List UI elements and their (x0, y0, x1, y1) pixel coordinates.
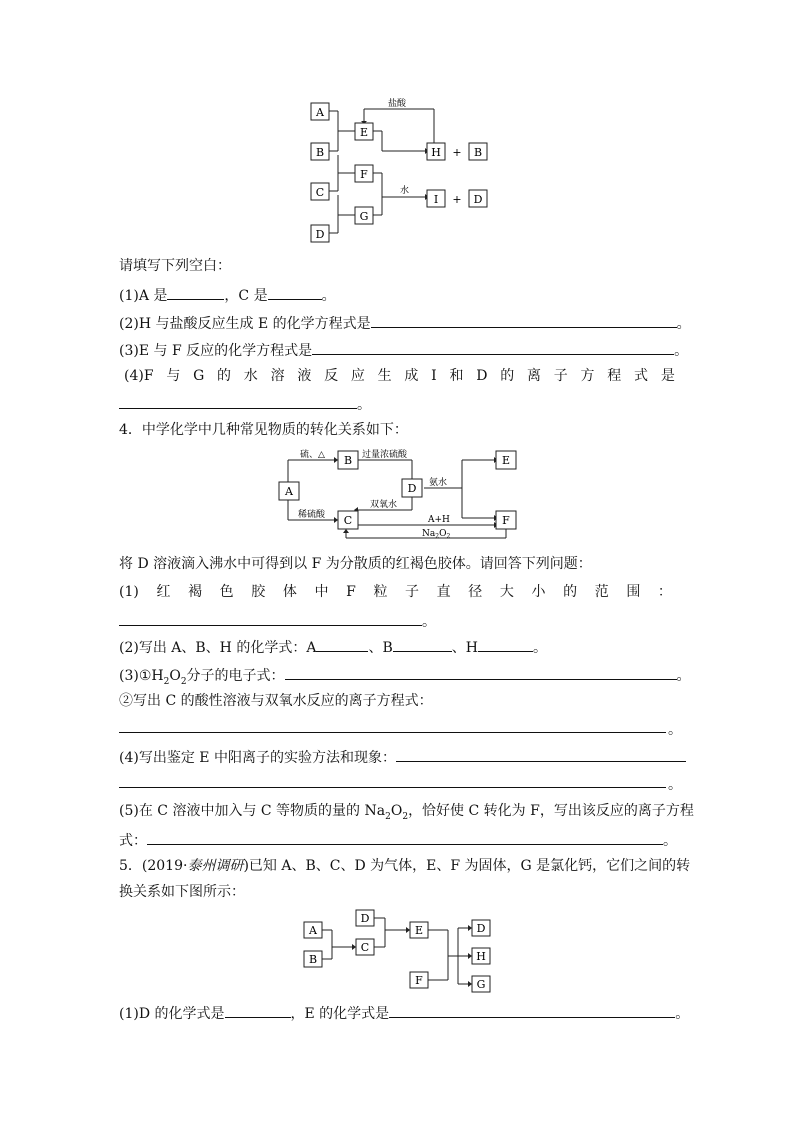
question-text-char: 式 (634, 368, 649, 384)
answer-line[interactable] (119, 787, 666, 788)
q3-intro: 请填写下列空白： (119, 258, 231, 274)
q4-part5: (5)在 C 溶液中加入与 C 等物质的量的 $Na_2O_2$，恰好使 C 转化为 F，写出该反应的离子方程 (119, 803, 694, 822)
box-a: A (285, 485, 293, 498)
q3-part1: (1)A 是 ，C 是 。 (119, 284, 336, 306)
box-d: D (315, 228, 325, 241)
box-b: B (343, 454, 353, 467)
q4-part1 (119, 582, 672, 602)
q5-part1: (1)D 的化学式是 ，E 的化学式是 。 (119, 1002, 689, 1024)
q3-part4 (124, 366, 675, 386)
question-text-char: 褐 (188, 584, 203, 600)
box-e: E (359, 126, 369, 139)
box-f: F (502, 514, 510, 527)
label-h2o2: 双氧水 (370, 500, 398, 510)
answer-blank[interactable] (371, 312, 677, 328)
question-text-char: 应 (350, 368, 365, 384)
question-text-char: 色 (219, 584, 234, 600)
box-g: G (359, 210, 369, 223)
answer-blank[interactable] (119, 393, 357, 409)
label-water: 水 (400, 186, 410, 196)
box-d2: D (476, 922, 486, 935)
answer-blank[interactable] (396, 746, 686, 762)
box-e: E (414, 924, 424, 937)
question-text-char: 红 (156, 584, 171, 600)
box-c: C (360, 941, 370, 954)
box-b: B (315, 146, 325, 159)
answer-blank[interactable] (225, 1002, 291, 1018)
question-text-char: 子 (553, 368, 568, 384)
question-text-char: 小 (531, 584, 546, 600)
box-d: D (360, 912, 370, 925)
question-text-char: (1) (119, 584, 139, 600)
question-text-char: 体 (282, 584, 297, 600)
label-a-plus-h: A+H (428, 515, 450, 525)
q5-title: 5．(2019·泰州调研)已知 A、B、C、D 为气体，E、F 为固体，G 是氯化钙，它们之间的转 (119, 858, 691, 874)
box-h: H (431, 146, 441, 159)
label-na2o2: $Na_2O_2$ (422, 529, 451, 540)
answer-blank[interactable] (389, 1002, 675, 1018)
diagram-3 (300, 908, 500, 998)
box-h: H (476, 950, 486, 963)
box-d2: D (473, 193, 483, 206)
q4-part1-answer: 。 (119, 610, 436, 632)
question-text-char: 子 (405, 584, 420, 600)
question-text-char: 是 (660, 368, 675, 384)
question-text-char: 胶 (251, 584, 266, 600)
question-text-char: 液 (297, 368, 312, 384)
answer-blank[interactable] (312, 339, 674, 355)
q4-part4: (4)写出鉴定 E 中阳离子的实验方法和现象： (119, 746, 686, 768)
question-text-char: 径 (468, 584, 483, 600)
answer-blank[interactable] (478, 636, 533, 652)
answer-blank[interactable] (147, 829, 663, 845)
box-g: G (476, 978, 486, 991)
label-hcl: 盐酸 (388, 99, 407, 109)
q4-title: 4．中学化学中几种常见物质的转化关系如下： (119, 422, 408, 438)
question-text-char: 方 (580, 368, 595, 384)
question-text-char: 与 (166, 368, 181, 384)
answer-blank[interactable] (285, 664, 677, 680)
q4-intro: 将 D 溶液滴入沸水中可得到以 F 为分散质的红褐色胶体。请回答下列问题： (119, 556, 592, 572)
question-text-char: 围 (626, 584, 641, 600)
question-text-char: 和 (449, 368, 464, 384)
q3-part4-answer: 。 (119, 393, 371, 415)
label-ammonia: 氨水 (429, 478, 448, 488)
answer-line[interactable] (119, 732, 666, 733)
plus-sign: + (452, 193, 462, 206)
label-sulfur: 硫、△ (300, 450, 325, 460)
plus-sign: + (452, 146, 462, 159)
label-conc-h2so4: 过量浓硫酸 (362, 450, 408, 460)
period: 。 (668, 722, 682, 738)
question-text-char: 反 (324, 368, 339, 384)
q5-title-cont: 换关系如下图所示： (119, 884, 245, 900)
diagram-1 (300, 95, 500, 245)
q4-part3-2: ②写出 C 的酸性溶液与双氧水反应的离子方程式： (119, 693, 433, 709)
question-text-char: 离 (526, 368, 541, 384)
question-text-char: 直 (436, 584, 451, 600)
question-text-char: (4)F (124, 368, 154, 384)
question-text-char: 范 (594, 584, 609, 600)
box-f: F (360, 168, 368, 181)
q3-part2: (2)H 与盐酸反应生成 E 的化学方程式是 。 (119, 312, 691, 334)
q4-part2: (2)写出 A、B、H 的化学式：A 、B 、H 。 (119, 636, 547, 658)
box-a: A (309, 924, 317, 937)
q3-part3: (3)E 与 F 反应的化学方程式是 。 (119, 339, 688, 361)
diagram-2 (278, 446, 528, 541)
question-text-char: ： (657, 584, 672, 600)
box-a: A (316, 106, 324, 119)
question-text-char: 的 (217, 368, 232, 384)
box-f: F (415, 974, 423, 987)
box-b2: B (473, 146, 483, 159)
answer-blank[interactable] (393, 636, 452, 652)
answer-blank[interactable] (119, 610, 422, 626)
q4-part5-cont: 式： 。 (119, 829, 677, 851)
box-e: E (501, 454, 511, 467)
answer-blank[interactable] (316, 636, 368, 652)
box-b: B (308, 953, 318, 966)
question-text-char: D (476, 368, 488, 384)
question-text-char: 的 (563, 584, 578, 600)
question-text-char: 的 (500, 368, 515, 384)
question-text-char: 大 (499, 584, 514, 600)
question-text-char: 水 (243, 368, 258, 384)
answer-blank[interactable] (268, 284, 322, 300)
question-text-char: I (431, 368, 437, 384)
label-dilute-h2so4: 稀硫酸 (298, 510, 326, 520)
question-text-char: F (346, 584, 356, 600)
question-text-char: 中 (314, 584, 329, 600)
q4-part3: $(3)①H_2O_2$分子的电子式： 。 (119, 664, 691, 692)
question-text-char: G (193, 368, 205, 384)
question-text-char: 程 (607, 368, 622, 384)
box-i: I (433, 193, 439, 206)
box-c: C (343, 514, 353, 527)
box-d: D (407, 482, 417, 495)
question-text-char: 生 (377, 368, 392, 384)
box-c: C (315, 186, 325, 199)
period: 。 (668, 777, 682, 793)
answer-blank[interactable] (167, 284, 224, 300)
question-text-char: 成 (404, 368, 419, 384)
question-text-char: 溶 (270, 368, 285, 384)
question-text-char: 粒 (373, 584, 388, 600)
